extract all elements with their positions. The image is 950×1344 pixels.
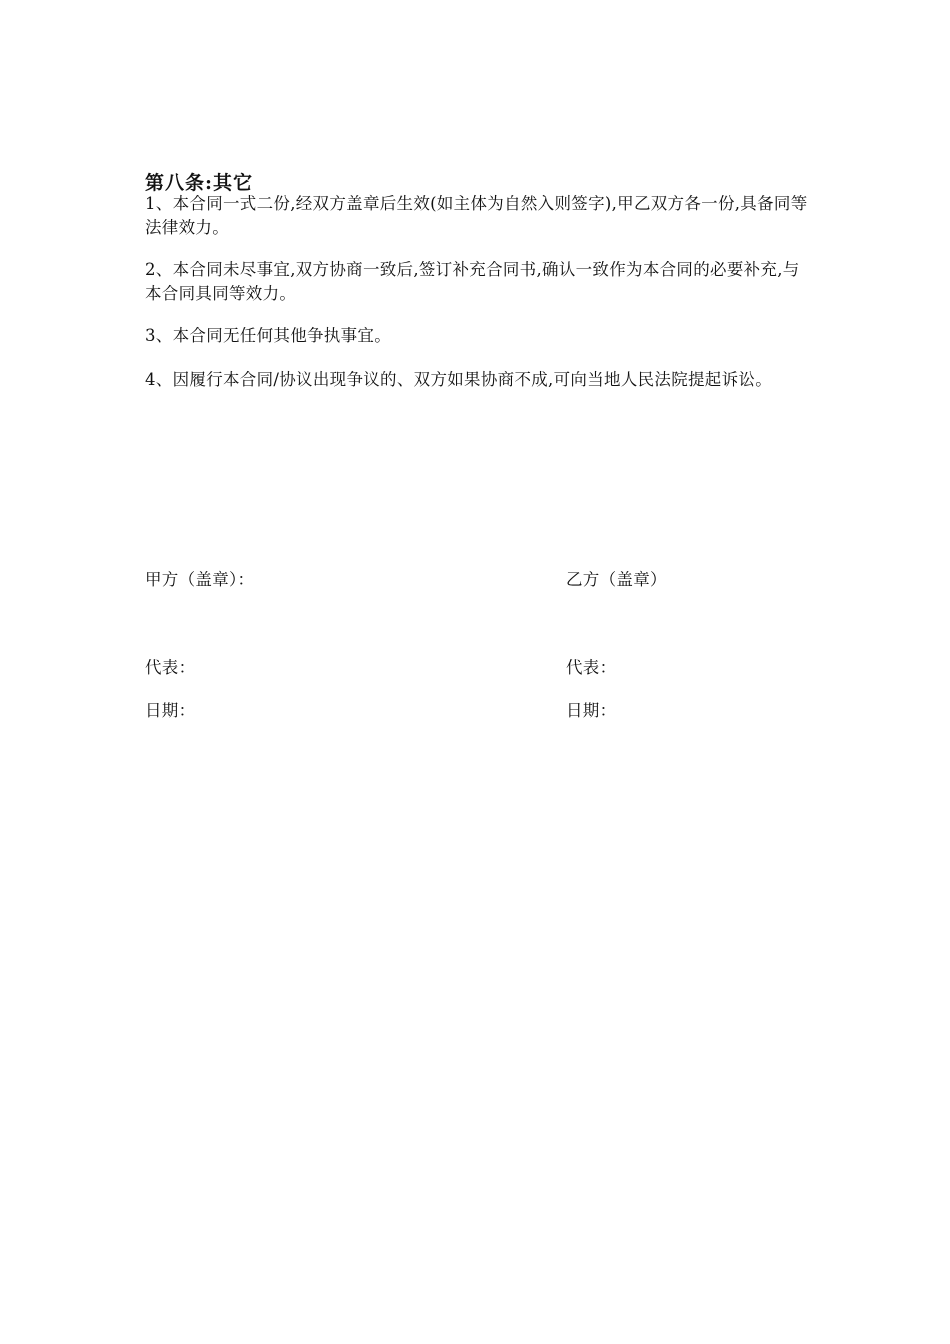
party-b-representative-label: 代表： (566, 658, 617, 677)
party-a-date-label: 日期： (145, 701, 196, 720)
party-a-representative-label: 代表： (145, 658, 196, 677)
clause-2: 2、本合同未尽事宜,双方协商一致后,签订补充合同书,确认一致作为本合同的必要补充,与本合同具同等效力。 (145, 260, 800, 303)
party-b-seal-label: 乙方（盖章） (566, 570, 667, 589)
section-heading: 第八条:其它 (145, 172, 254, 194)
party-a-seal-label: 甲方（盖章）： (145, 570, 255, 589)
clause-3: 3、本合同无任何其他争执事宜。 (145, 326, 391, 345)
clause-4: 4、因履行本合同/协议出现争议的、双方如果协商不成,可向当地人民法院提起诉讼。 (145, 370, 773, 389)
party-b-date-label: 日期： (566, 701, 617, 720)
clause-1: 1、本合同一式二份,经双方盖章后生效(如主体为自然入则签字),甲乙双方各一份,具备同等法律效力。 (145, 194, 808, 237)
